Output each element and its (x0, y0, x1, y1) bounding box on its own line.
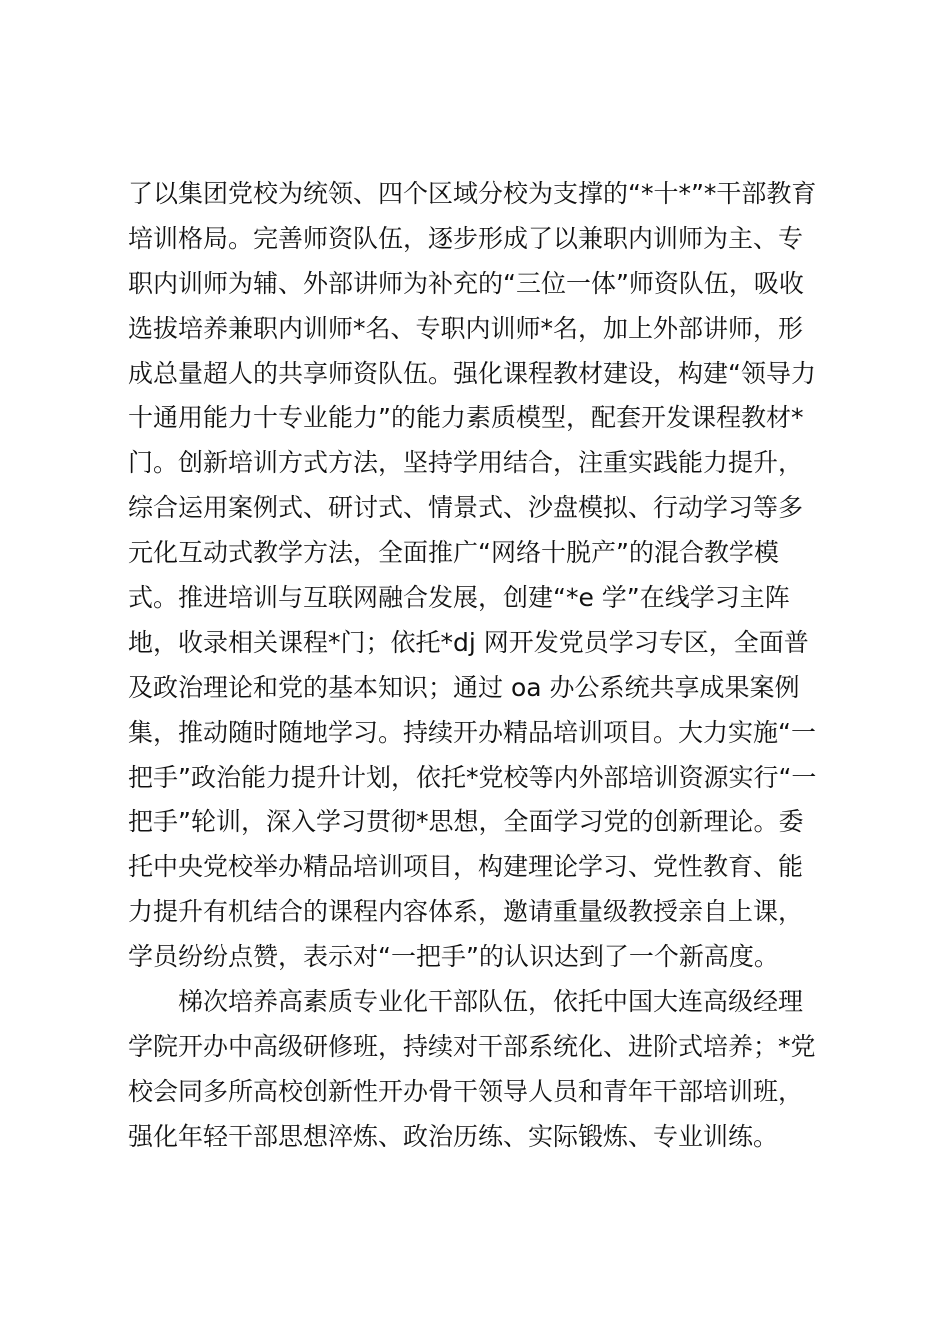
text-line-paragraph-start: 梯次培养高素质专业化干部队伍，依托中国大连高级经理 (178, 987, 804, 1017)
text-line: 综合运用案例式、研讨式、情景式、沙盘模拟、行动学习等多 (128, 493, 804, 523)
text-line: 集，推动随时随地学习。持续开办精品培训项目。大力实施“一 (128, 717, 816, 747)
text-line: 职内训师为辅、外部讲师为补充的“三位一体”师资队伍，吸收 (128, 268, 804, 298)
text-line: 及政治理论和党的基本知识；通过 oa 办公系统共享成果案例 (128, 672, 800, 702)
text-line: 学院开办中高级研修班，持续对干部系统化、进阶式培养；*党 (128, 1031, 816, 1061)
text-line: 门。创新培训方式方法，坚持学用结合，注重实践能力提升， (128, 448, 804, 478)
text-line: 力提升有机结合的课程内容体系，邀请重量级教授亲自上课， (128, 897, 804, 927)
text-line: 选拔培养兼职内训师*名、专职内训师*名，加上外部讲师，形 (128, 313, 804, 343)
text-line: 十通用能力十专业能力”的能力素质模型，配套开发课程教材* (128, 403, 804, 433)
text-line: 校会同多所高校创新性开办骨干领导人员和青年干部培训班， (128, 1076, 804, 1106)
text-line: 把手”政治能力提升计划，依托*党校等内外部培训资源实行“一 (128, 762, 817, 792)
text-line: 式。推进培训与互联网融合发展，创建“*e 学”在线学习主阵 (128, 583, 790, 613)
text-line: 地，收录相关课程*门；依托*dj 网开发党员学习专区，全面普 (128, 627, 809, 657)
text-line: 托中央党校举办精品培训项目，构建理论学习、党性教育、能 (128, 852, 804, 882)
text-line: 学员纷纷点赞，表示对“一把手”的认识达到了一个新高度。 (128, 942, 779, 972)
text-line: 成总量超人的共享师资队伍。强化课程教材建设，构建“领导力 (128, 358, 816, 388)
text-line: 把手”轮训，深入学习贯彻*思想，全面学习党的创新理论。委 (128, 807, 804, 837)
body-text (128, 172, 838, 1160)
text-line: 了以集团党校为统领、四个区域分校为支撑的“*十*”*干部教育 (128, 179, 817, 208)
text-line: 强化年轻干部思想淬炼、政治历练、实际锻炼、专业训练。 (128, 1121, 779, 1151)
text-line: 培训格局。完善师资队伍，逐步形成了以兼职内训师为主、专 (128, 223, 804, 253)
text-line: 元化互动式教学方法，全面推广“网络十脱产”的混合教学模 (128, 538, 779, 568)
